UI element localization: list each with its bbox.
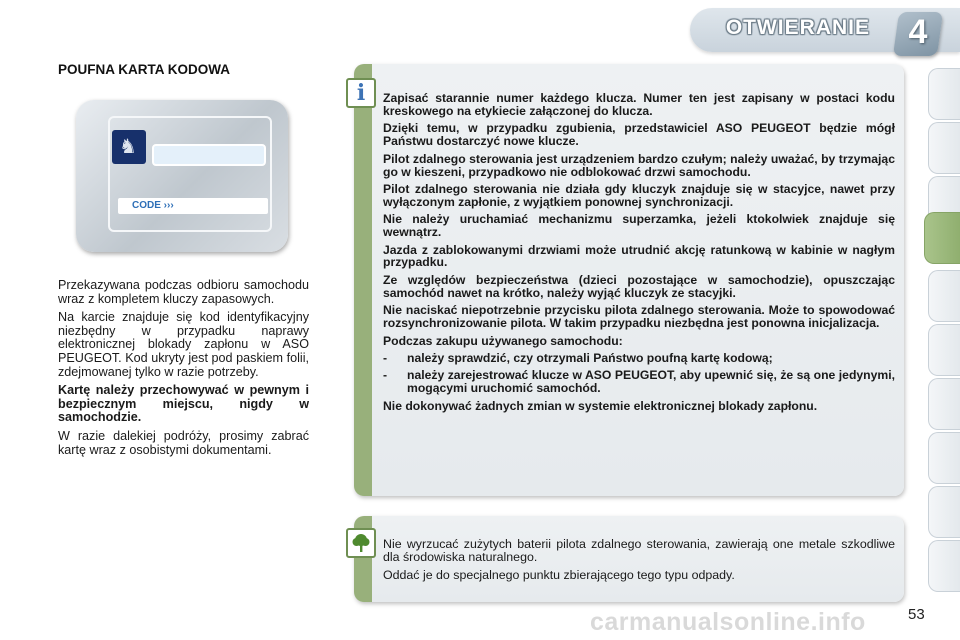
key-slot <box>152 144 266 166</box>
side-tab-4-active[interactable] <box>924 212 960 264</box>
info-paragraph-8: Nie naciskać niepotrzebnie przycisku pilota zdalnego sterowania. Może to spowodować rozsynchronizowanie pilota. W takim przypadku niezbędna jest ponowna inicjalizacja. <box>383 303 895 331</box>
side-tab-5[interactable] <box>928 270 960 322</box>
info-paragraph-6: Jazda z zablokowanymi drzwiami może utrudnić akcję ratunkową w kabinie w nagłym przypadku. <box>383 242 895 270</box>
side-tab-6[interactable] <box>928 324 960 376</box>
list-item-text: należy zarejestrować klucze w ASO PEUGEOT, aby upewnić się, że są one jedynymi, mogącymi uruchomić samochód. <box>407 368 895 396</box>
list-item <box>383 369 895 395</box>
page-title: OTWIERANIE <box>725 16 870 39</box>
list-dash: - <box>383 350 388 365</box>
side-tab-1[interactable] <box>928 68 960 120</box>
side-tab-9[interactable] <box>928 486 960 538</box>
card-code-label: CODE ››› <box>132 200 174 211</box>
code-card-image <box>76 100 288 252</box>
page-number: 53 <box>908 606 925 623</box>
section-title: POUFNA KARTA KODOWA <box>58 62 230 77</box>
info-paragraph-4: Pilot zdalnego sterowania nie działa gdy kluczyk znajduje się w stacyjce, nawet przy wyłączonym zapłonie, z wyjątkiem ponownej synchronizacji. <box>383 181 895 209</box>
info-paragraph-7: Ze względów bezpieczeństwa (dzieci pozostające w samochodzie), opuszczając samochód nawet na krótko, należy wyjąć kluczyk ze stacyjki. <box>383 272 895 300</box>
side-tab-7[interactable] <box>928 378 960 430</box>
card-paragraph-1: Przekazywana podczas odbioru samochodu wraz z kompletem kluczy zapasowych. <box>58 278 309 306</box>
chapter-number: 4 <box>908 13 928 51</box>
list-item <box>383 352 895 365</box>
info-text <box>383 92 895 417</box>
info-paragraph-1: Zapisać starannie numer każdego klucza. Numer ten jest zapisany w postaci kodu kreskowego na etykiecie załączonej do klucza. <box>383 91 895 118</box>
info-paragraph-3: Pilot zdalnego sterowania jest urządzeniem bardzo czułym; należy uważać, by trzymając go w kieszeni, przypadkowo nie odblokować drzwi samochodu. <box>383 151 895 179</box>
info-icon: i <box>346 78 376 108</box>
side-tab-8[interactable] <box>928 432 960 484</box>
watermark: carmanualsonline.info <box>590 608 866 636</box>
info-paragraph-5: Nie należy uruchamiać mechanizmu superzamka, jeżeli ktokolwiek znajduje się wewnątrz. <box>383 212 895 240</box>
list-dash: - <box>383 368 388 383</box>
card-description <box>58 279 309 462</box>
tree-icon <box>346 528 376 558</box>
card-paragraph-2: Na karcie znajduje się kod identyfikacyjny niezbędny w przypadku naprawy elektronicznej blokady zapłonu w ASO PEUGEOT. Kod ukryty jest pod paskiem folii, zdejmowanej tylko w razie potrzeby. <box>58 310 309 379</box>
lion-icon: ♞ <box>119 136 137 158</box>
eco-paragraph-1: Nie wyrzucać zużytych baterii pilota zdalnego sterowania, zawierają one metale szkodliwe dla środowiska naturalnego. <box>383 537 895 564</box>
info-paragraph-2: Dzięki temu, w przypadku zgubienia, przedstawiciel ASO PEUGEOT będzie mógł Państwu dostarczyć nowe klucze. <box>383 121 895 149</box>
info-paragraph-9: Podczas zakupu używanego samochodu: <box>383 333 623 348</box>
side-tab-10[interactable] <box>928 540 960 592</box>
side-tab-2[interactable] <box>928 122 960 174</box>
info-closing: Nie dokonywać żadnych zmian w systemie elektronicznej blokady zapłonu. <box>383 398 818 413</box>
card-paragraph-3: Kartę należy przechowywać w pewnym i bezpiecznym miejscu, nigdy w samochodzie. <box>58 383 309 425</box>
list-item-text: należy sprawdzić, czy otrzymali Państwo poufną kartę kodową; <box>407 350 773 365</box>
card-paragraph-4: W razie dalekiej podróży, prosimy zabrać kartę wraz z osobistymi dokumentami. <box>58 428 309 457</box>
eco-text <box>383 538 895 587</box>
eco-paragraph-2: Oddać je do specjalnego punktu zbierającego tego typu odpady. <box>383 568 735 582</box>
info-box-stripe <box>354 64 372 496</box>
